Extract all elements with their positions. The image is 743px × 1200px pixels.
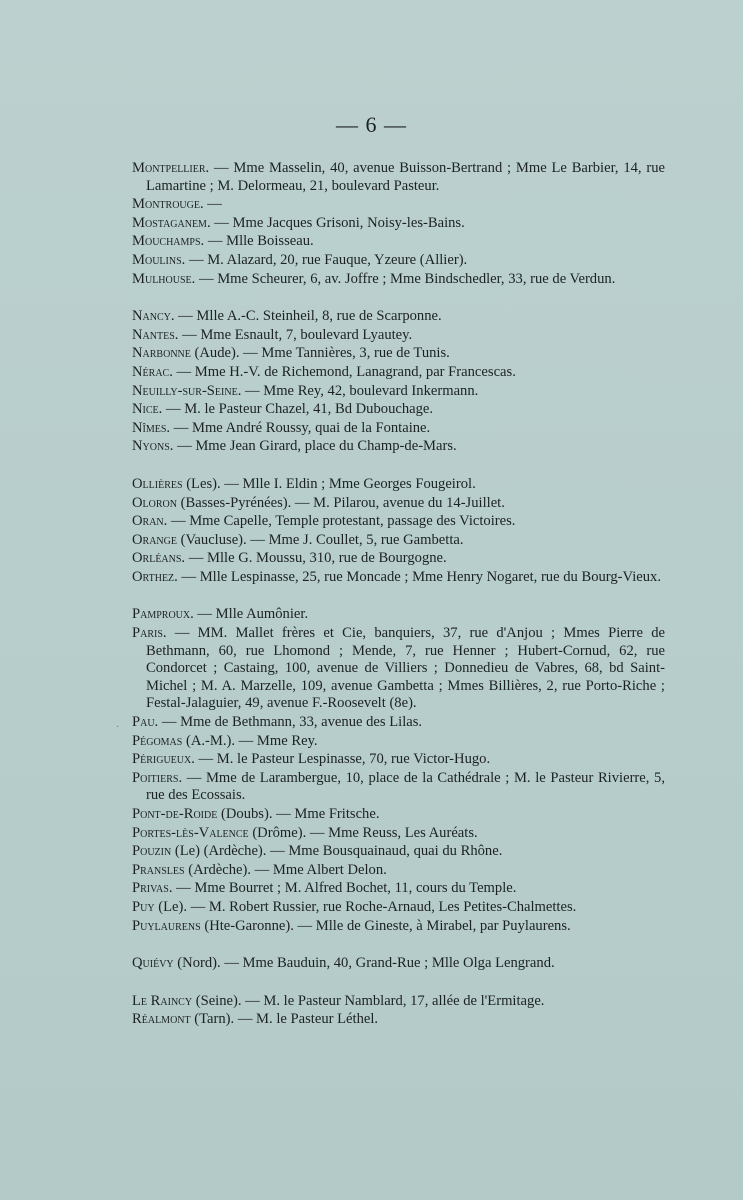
entry-text: (Le). — M. Robert Russier, rue Roche-Arnaud, Les Petites-Chalmettes. bbox=[154, 898, 577, 915]
entry-text: — Mlle Lespinasse, 25, rue Moncade ; Mme Henry Nogaret, rue du Bourg-Vieux. bbox=[177, 568, 661, 585]
directory-group bbox=[132, 160, 665, 288]
entry-text: (Le) (Ardèche). — Mme Bousquainaud, quai du Rhône. bbox=[171, 843, 503, 860]
directory-list bbox=[132, 160, 665, 1049]
directory-entry bbox=[132, 770, 665, 805]
entry-text: — Mme Capelle, Temple protestant, passage des Victoires. bbox=[167, 513, 516, 530]
directory-entry bbox=[132, 993, 665, 1011]
directory-entry bbox=[132, 438, 665, 456]
directory-entry bbox=[132, 606, 665, 624]
entry-place: Ollières bbox=[132, 475, 183, 492]
directory-group bbox=[132, 993, 665, 1029]
directory-entry bbox=[132, 899, 665, 917]
entry-place: Pouzin bbox=[132, 843, 172, 860]
entry-place: Mouchamps. bbox=[132, 233, 205, 250]
entry-place: Puylaurens bbox=[132, 917, 201, 934]
directory-entry bbox=[132, 918, 665, 936]
directory-entry bbox=[132, 751, 665, 769]
entry-text: (Drôme). — Mme Reuss, Les Auréats. bbox=[248, 824, 478, 841]
entry-text: (A.-M.). — Mme Rey. bbox=[182, 732, 318, 749]
entry-text: (Les). — Mlle I. Eldin ; Mme Georges Fougeirol. bbox=[182, 475, 476, 492]
directory-entry bbox=[132, 383, 665, 401]
entry-place: Périgueux. bbox=[132, 751, 195, 768]
entry-text: — Mme de Bethmann, 33, avenue des Lilas. bbox=[158, 714, 423, 731]
entry-text: — Mme Esnault, 7, boulevard Lyautey. bbox=[178, 326, 413, 343]
directory-entry bbox=[132, 308, 665, 326]
entry-place: Nérac. bbox=[132, 363, 173, 380]
entry-place: Paris. bbox=[132, 625, 167, 642]
directory-entry bbox=[132, 714, 665, 732]
entry-place: Nantes. bbox=[132, 326, 179, 343]
entry-text: — Mme Rey, 42, boulevard Inkermann. bbox=[241, 382, 479, 399]
directory-entry bbox=[132, 420, 665, 438]
directory-entry bbox=[132, 843, 665, 861]
directory-entry bbox=[132, 196, 665, 214]
directory-entry bbox=[132, 160, 665, 195]
entry-text: — Mme de Larambergue, 10, place de la Cathédrale ; M. le Pasteur Rivierre, 5, rue des Ecossais. bbox=[146, 769, 665, 804]
directory-entry bbox=[132, 1011, 665, 1029]
entry-text: — Mme Bourret ; M. Alfred Bochet, 11, cours du Temple. bbox=[172, 880, 517, 897]
directory-entry bbox=[132, 364, 665, 382]
entry-text: (Ardèche). — Mme Albert Delon. bbox=[184, 861, 387, 878]
entry-place: Orange bbox=[132, 531, 177, 548]
entry-place: Narbonne bbox=[132, 345, 191, 362]
entry-place: Poitiers. bbox=[132, 769, 183, 786]
directory-entry bbox=[132, 513, 665, 531]
entry-text: — Mlle A.-C. Steinheil, 8, rue de Scarponne. bbox=[174, 308, 442, 325]
entry-text: — M. Alazard, 20, rue Fauque, Yzeure (Allier). bbox=[185, 251, 468, 268]
directory-entry bbox=[132, 955, 665, 973]
entry-place: Nancy. bbox=[132, 308, 175, 325]
directory-entry bbox=[132, 733, 665, 751]
entry-text: (Nord). — Mme Bauduin, 40, Grand-Rue ; Mlle Olga Lengrand. bbox=[173, 955, 555, 972]
entry-place: Portes-lès-Valence bbox=[132, 824, 249, 841]
directory-entry bbox=[132, 825, 665, 843]
entry-place: Puy bbox=[132, 898, 155, 915]
directory-entry bbox=[132, 476, 665, 494]
directory-entry bbox=[132, 495, 665, 513]
entry-text: — Mme H.-V. de Richemond, Lanagrand, par Francescas. bbox=[172, 363, 516, 380]
directory-entry bbox=[132, 625, 665, 713]
directory-entry bbox=[132, 532, 665, 550]
entry-text: — Mme Scheurer, 6, av. Joffre ; Mme Bindschedler, 33, rue de Verdun. bbox=[195, 270, 616, 287]
entry-text: (Seine). — M. le Pasteur Namblard, 17, allée de l'Ermitage. bbox=[192, 992, 545, 1009]
entry-place: Réalmont bbox=[132, 1011, 191, 1028]
entry-text: — Mme André Roussy, quai de la Fontaine. bbox=[170, 419, 431, 436]
directory-entry bbox=[132, 550, 665, 568]
entry-text: — Mme Jacques Grisoni, Noisy-les-Bains. bbox=[210, 214, 465, 231]
directory-entry bbox=[132, 345, 665, 363]
directory-entry bbox=[132, 880, 665, 898]
directory-entry bbox=[132, 401, 665, 419]
directory-entry bbox=[132, 569, 665, 587]
entry-place: Orléans. bbox=[132, 550, 186, 567]
entry-place: Oran. bbox=[132, 513, 168, 530]
entry-place: Nice. bbox=[132, 401, 163, 418]
directory-entry bbox=[132, 327, 665, 345]
entry-text: — Mlle G. Moussu, 310, rue de Bourgogne. bbox=[185, 550, 447, 567]
entry-place: Pégomas bbox=[132, 732, 183, 749]
entry-place: Quiévy bbox=[132, 955, 174, 972]
entry-place: Moulins. bbox=[132, 251, 186, 268]
directory-entry bbox=[132, 806, 665, 824]
directory-group bbox=[132, 308, 665, 456]
entry-text: (Hte-Garonne). — Mlle de Gineste, à Mirabel, par Puylaurens. bbox=[200, 917, 571, 934]
entry-place: Pransles bbox=[132, 861, 185, 878]
entry-text: — MM. Mallet frères et Cie, banquiers, 37, rue d'Anjou ; Mmes Pierre de Bethmann, 60, rue Lhomond ; Mende, 7, rue Henner ; Hubert-Cornud, 62, rue Condorcet ; Castaing, 100, avenue de Villiers ; Donnedieu de Vabres, 68, bd Saint-Michel ; M. A. Marzelle, 109, avenue Gambetta ; Mmes Billières, 2, rue Porto-Riche ; Festal-Jalaguier, 49, avenue F.-Roosevelt (8e). bbox=[146, 625, 665, 712]
entry-text: (Basses-Pyrénées). — M. Pilarou, avenue du 14-Juillet. bbox=[176, 494, 505, 511]
entry-place: Pamproux. bbox=[132, 606, 194, 623]
directory-entry bbox=[132, 215, 665, 233]
directory-group bbox=[132, 476, 665, 587]
directory-entry bbox=[132, 252, 665, 270]
entry-text: — Mme Jean Girard, place du Champ-de-Mars. bbox=[173, 438, 457, 455]
directory-group bbox=[132, 955, 665, 973]
entry-text: — Mlle Aumônier. bbox=[193, 606, 309, 623]
entry-text: — Mme Masselin, 40, avenue Buisson-Bertrand ; Mme Le Barbier, 14, rue Lamartine ; M. Delormeau, 21, boulevard Pasteur. bbox=[146, 160, 665, 194]
entry-text: (Vaucluse). — Mme J. Coullet, 5, rue Gambetta. bbox=[176, 531, 464, 548]
entry-text: (Aude). — Mme Tannières, 3, rue de Tunis. bbox=[190, 345, 450, 362]
entry-place: Neuilly-sur-Seine. bbox=[132, 382, 242, 399]
entry-place: Nîmes. bbox=[132, 419, 171, 436]
entry-place: Montrouge. bbox=[132, 196, 204, 213]
margin-dot: · bbox=[116, 722, 120, 733]
entry-place: Nyons. bbox=[132, 438, 174, 455]
entry-place: Montpellier. bbox=[132, 160, 210, 176]
entry-place: Pau. bbox=[132, 714, 159, 731]
entry-text: — M. le Pasteur Lespinasse, 70, rue Victor-Hugo. bbox=[194, 751, 491, 768]
directory-entry bbox=[132, 233, 665, 251]
entry-place: Mostaganem. bbox=[132, 214, 211, 231]
page-number: — 6 — bbox=[336, 112, 407, 137]
entry-place: Pont-de-Roide bbox=[132, 806, 218, 822]
directory-entry bbox=[132, 271, 665, 289]
entry-place: Oloron bbox=[132, 494, 177, 511]
entry-text: — bbox=[203, 196, 222, 213]
entry-place: Mulhouse. bbox=[132, 270, 196, 287]
entry-text: — Mlle Boisseau. bbox=[204, 233, 314, 250]
entry-place: Privas. bbox=[132, 880, 173, 897]
entry-text: (Tarn). — M. le Pasteur Léthel. bbox=[190, 1011, 379, 1028]
entry-place: Orthez. bbox=[132, 568, 178, 585]
entry-text: (Doubs). — Mme Fritsche. bbox=[217, 806, 380, 822]
directory-group bbox=[132, 606, 665, 935]
entry-text: — M. le Pasteur Chazel, 41, Bd Dubouchage. bbox=[162, 401, 434, 418]
entry-place: Le Raincy bbox=[132, 992, 193, 1009]
directory-entry bbox=[132, 862, 665, 880]
